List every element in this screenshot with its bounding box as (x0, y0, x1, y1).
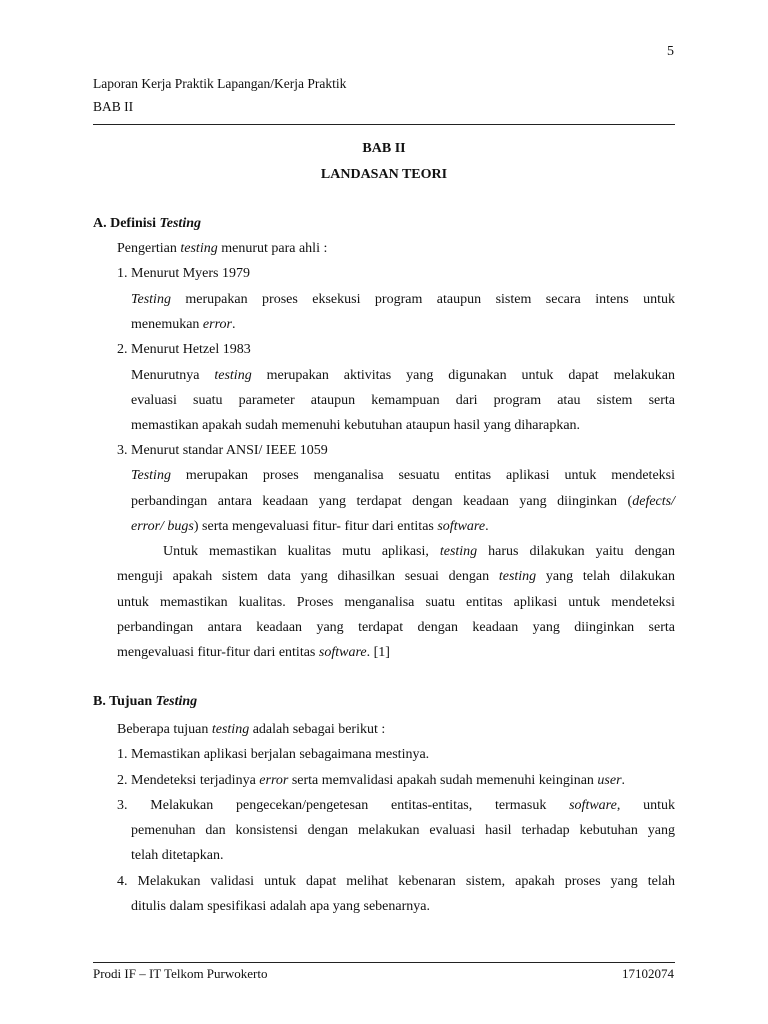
running-header-chapter: BAB II (93, 99, 134, 114)
running-header-title: Laporan Kerja Praktik Lapangan/Kerja Praktik (93, 76, 347, 91)
section-a-intro: Pengertian testing menurut para ahli : (117, 241, 328, 256)
section-b-label-italic: Testing (155, 694, 198, 709)
definition-2-title: 2. Menurut Hetzel 1983 (117, 342, 251, 357)
paragraph-line-1: Untuk memastikan kualitas mutu aplikasi, testing harus dilakukan yaitu dengan (163, 544, 675, 559)
paragraph-line-4: perbandingan antara keadaan yang terdapat dengan keadaan yang diinginkan serta (117, 620, 675, 635)
section-a-label: A. Definisi (93, 216, 156, 231)
definition-2-line-3: memastikan apakah sudah memenuhi kebutuhan ataupun hasil yang diharapkan. (131, 418, 581, 433)
definition-1-title: 1. Menurut Myers 1979 (117, 266, 250, 281)
goal-3-line-3: telah ditetapkan. (131, 848, 224, 863)
paragraph-line-3: untuk memastikan kualitas. Proses menganalisa suatu entitas aplikasi untuk mendeteksi (117, 595, 675, 610)
header-rule (93, 124, 675, 125)
footer-student-id: 17102074 (622, 966, 674, 981)
definition-2-line-1: Menurutnya testing merupakan aktivitas yang digunakan untuk dapat melakukan (131, 368, 675, 383)
goal-3-line-2: pemenuhan dan konsistensi dengan melakukan evaluasi hasil terhadap kebutuhan yang (131, 823, 675, 838)
page-number: 5 (667, 44, 674, 59)
chapter-subtitle: LANDASAN TEORI (320, 167, 448, 182)
section-b-heading (93, 694, 197, 710)
section-b-label: B. Tujuan (93, 694, 153, 709)
definition-3-title: 3. Menurut standar ANSI/ IEEE 1059 (117, 443, 328, 458)
section-b-intro: Beberapa tujuan testing adalah sebagai berikut : (117, 722, 386, 737)
section-a-heading (93, 216, 201, 232)
definition-3-line-3: error/ bugs) serta mengevaluasi fitur- fitur dari entitas software. (131, 519, 489, 534)
section-a-label-italic: Testing (159, 216, 201, 231)
chapter-title: BAB II (362, 141, 406, 156)
goal-3-line-1: 3. Melakukan pengecekan/pengetesan entitas-entitas, termasuk software, untuk (117, 798, 675, 813)
definition-2-line-2: evaluasi suatu parameter ataupun kemampuan dari program atau sistem serta (131, 393, 675, 408)
goal-1: 1. Memastikan aplikasi berjalan sebagaimana mestinya. (117, 747, 430, 762)
goal-2: 2. Mendeteksi terjadinya error serta memvalidasi apakah sudah memenuhi keinginan user. (117, 773, 626, 788)
definition-1-line-2: menemukan error. (131, 317, 236, 332)
goal-4-line-2: ditulis dalam spesifikasi adalah apa yang sebenarnya. (131, 899, 430, 914)
definition-3-line-2: perbandingan antara keadaan yang terdapat dengan keadaan yang diinginkan (defects/ (131, 494, 675, 509)
definition-3-line-1: Testing merupakan proses menganalisa sesuatu entitas aplikasi untuk mendeteksi (131, 468, 675, 483)
footer-institution: Prodi IF – IT Telkom Purwokerto (93, 966, 268, 981)
goal-4-line-1: 4. Melakukan validasi untuk dapat melihat kebenaran sistem, apakah proses yang telah (117, 874, 675, 889)
paragraph-line-5: mengevaluasi fitur-fitur dari entitas software. [1] (117, 645, 390, 660)
footer-rule (93, 962, 675, 963)
definition-1-line-1: Testing merupakan proses eksekusi program ataupun sistem secara intens untuk (131, 292, 675, 307)
paragraph-line-2: menguji apakah sistem data yang dihasilkan sesuai dengan testing yang telah dilakukan (117, 569, 675, 584)
